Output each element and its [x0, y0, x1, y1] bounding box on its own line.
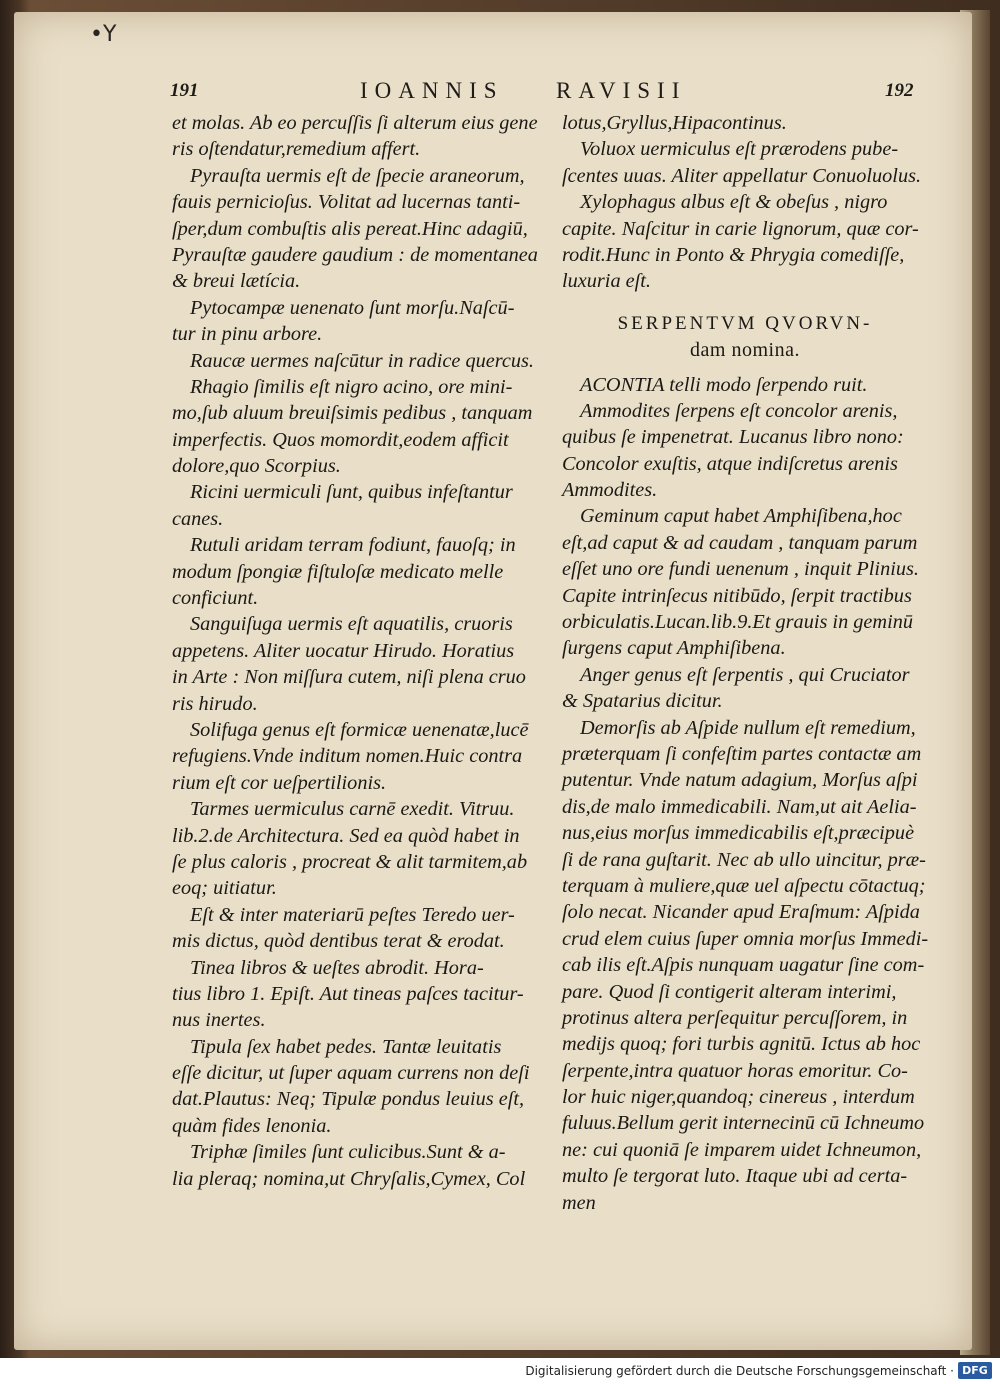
text-line: medijs quoq; fori turbis agnitū. Ictus ab hoc	[562, 1033, 921, 1056]
text-line: Tarmes uermiculus carnē exedit. Vitruu.	[190, 798, 515, 821]
text-line: putentur. Vnde natum adagium, Morſus aſpi	[562, 769, 918, 792]
text-line: mo,ſub aluum breuiſsimis pedibus , tanquam	[172, 402, 533, 425]
text-line: tius libro 1. Epiſt. Aut tineas paſces tacitur-	[172, 982, 524, 1005]
text-line: dis,de malo immedicabili. Nam,ut ait Aelia-	[562, 795, 917, 818]
text-line: multo ſe tergorat luto. Itaque ubi ad certa-	[562, 1165, 908, 1188]
text-line: canes.	[172, 507, 224, 530]
text-line: eoq; uitiatur.	[172, 877, 277, 900]
right-top-text	[562, 110, 928, 295]
text-line: dat.Plautus: Neq; Tipulæ pondus leuius eſt,	[172, 1088, 525, 1111]
text-line: Tinea libros & ueſtes abrodit. Hora-	[190, 956, 484, 979]
text-line: appetens. Aliter uocatur Hirudo. Horatius	[172, 639, 515, 662]
text-line: et molas. Ab eo percuſſis ſi alterum eius gene	[172, 112, 538, 134]
text-line: imperfectis. Quos momordit,eodem afficit	[172, 428, 509, 451]
text-line: nus inertes.	[172, 1009, 266, 1032]
text-line: Ricini uermiculi ſunt, quibus infeſtantur	[190, 481, 513, 504]
digitization-footer	[0, 1358, 1000, 1384]
text-line: crud elem cuius ſuper omnia morſus Immedi-	[562, 927, 929, 950]
text-line: lotus,Gryllus,Hipacontinus.	[562, 112, 787, 134]
text-line: men	[562, 1191, 596, 1214]
text-line: Rhagio ſimilis eſt nigro acino, ore mini-	[190, 375, 513, 398]
right-page-number: 192	[885, 80, 914, 101]
text-line: eſt,ad caput & ad caudam , tanquam parum	[562, 531, 918, 554]
dfg-logo: DFG	[958, 1362, 992, 1379]
text-line: ris hirudo.	[172, 692, 258, 715]
text-line: Solifuga genus eſt formicæ uenenatæ,lucē	[190, 718, 529, 741]
text-line: eſſe dicitur, ut ſuper aquam currens non deſi	[172, 1062, 530, 1085]
left-text-column	[172, 110, 546, 1192]
text-line: Pyrauſta uermis eſt de ſpecie araneorum,	[190, 164, 525, 187]
text-line: Rutuli aridam terram fodiunt, fauoſq; in	[190, 534, 516, 557]
text-line: Pytocampæ uenenato ſunt morſu.Naſcū-	[190, 296, 515, 319]
text-line: ris oſtendatur,remedium affert.	[172, 138, 421, 161]
running-head-right: RAVISII	[556, 78, 687, 103]
text-line: Capite intrinſecus nitibūdo, ſerpit tractibus	[562, 584, 912, 607]
text-line: Ammodites ſerpens eſt concolor arenis,	[580, 399, 898, 422]
text-line: ſe plus caloris , procreat & alit tarmitem,ab	[172, 850, 528, 873]
text-line: Voluox uermiculus eſt prærodens pube-	[580, 138, 899, 161]
text-line: in Arte : Non miſſura cutem, niſi plena cruo	[172, 666, 526, 689]
text-line: ſurgens caput Amphiſibena.	[562, 637, 786, 660]
text-line: fuluus.Bellum gerit internecinū cū Ichneumo	[562, 1112, 925, 1135]
text-line: refugiens.Vnde inditum nomen.Huic contra	[172, 745, 523, 768]
text-line: Triphæ ſimiles ſunt culicibus.Sunt & a-	[190, 1141, 506, 1164]
right-text-column	[562, 110, 928, 1216]
text-line: ſerpente,intra quatuor horas emoritur. Co-	[562, 1059, 908, 1082]
text-line: nus,eius morſus immedicabilis eſt,præcipuè	[562, 822, 915, 845]
text-line: Pyrauſtæ gaudere gaudium : de momentanea	[172, 243, 538, 266]
section-heading: SERPENTVM QVORVN-	[617, 312, 873, 334]
text-line: & breui lætícia.	[172, 270, 301, 293]
text-line: Raucæ uermes naſcūtur in radice quercus.	[190, 349, 534, 372]
text-line: pare. Quod ſi contigerit alteram interimi,	[562, 980, 897, 1003]
text-line: ſper,dum combuſtis alis pereat.Hinc adagiū,	[172, 217, 528, 240]
text-line: ACONTIA telli modo ſerpendo ruit.	[580, 373, 868, 396]
text-line: capite. Naſcitur in carie lignorum, quæ cor-	[562, 217, 919, 240]
text-line: Xylophagus albus eſt & obeſus , nigro	[580, 191, 888, 214]
running-head-left: IOANNIS	[360, 78, 504, 103]
text-line: Sanguiſuga uermis eſt aquatilis, cruoris	[190, 613, 513, 636]
text-line: & Spatarius dicitur.	[562, 690, 723, 713]
footer-credit: Digitalisierung gefördert durch die Deutsche Forschungsgemeinschaft ·	[525, 1364, 954, 1378]
text-line: eſſet uno ore fundi uenenum , inquit Plinius.	[562, 558, 919, 581]
text-line: Eſt & inter materiarū peſtes Teredo uer-	[190, 903, 515, 926]
text-line: luxuria eſt.	[562, 270, 651, 293]
right-bottom-text	[562, 372, 928, 1217]
text-line: rium eſt cor ueſpertilionis.	[172, 771, 387, 794]
text-line: conficiunt.	[172, 587, 259, 610]
text-line: Anger genus eſt ſerpentis , qui Cruciator	[580, 663, 910, 686]
text-line: præterquam ſi confeſtim partes contactæ am	[562, 742, 922, 765]
text-line: ſolo necat. Nicander apud Eraſmum: Aſpida	[562, 901, 920, 924]
text-line: mis dictus, quòd dentibus terat & erodat.	[172, 930, 505, 953]
section-heading-sub: dam nomina.	[690, 339, 800, 362]
text-line: lor huic niger,quandoq; cinereus , interdum	[562, 1086, 915, 1109]
text-line: Tipula ſex habet pedes. Tantæ leuitatis	[190, 1035, 502, 1058]
text-line: Concolor exuſtis, atque indiſcretus arenis	[562, 452, 898, 475]
text-line: orbiculatis.Lucan.lib.9.Et grauis in geminū	[562, 611, 913, 634]
text-line: ne: cui quoniā ſe imparem uidet Ichneumon,	[562, 1138, 922, 1161]
text-line: dolore,quo Scorpius.	[172, 455, 341, 478]
text-line: tur in pinu arbore.	[172, 323, 323, 346]
text-line: ſi de rana guſtarit. Nec ab ullo uincitur, præ-	[562, 848, 926, 871]
text-line: fauis pernicioſus. Volitat ad lucernas tanti-	[172, 191, 521, 214]
text-line: ſcentes uuas. Aliter appellatur Conuoluolus.	[562, 164, 922, 187]
text-line: modum ſpongiæ fiſtuloſæ medicato melle	[172, 560, 504, 583]
text-line: Demorſis ab Aſpide nullum eſt remedium,	[580, 716, 916, 739]
text-line: lib.2.de Architectura. Sed ea quòd habet in	[172, 824, 520, 847]
text-line: lia pleraq; nomina,ut Chryſalis,Cymex, Col	[172, 1167, 526, 1190]
text-line: terquam à muliere,quæ uel aſpectu cōtactuq;	[562, 874, 926, 897]
text-line: protinus altera perſequitur percuſſorem, in	[562, 1006, 908, 1029]
text-line: Geminum caput habet Amphiſibena,hoc	[580, 505, 902, 528]
corner-mark: •Y	[90, 22, 117, 47]
text-line: Ammodites.	[562, 479, 658, 502]
text-line: cab ilis eſt.Aſpis nunquam uagatur ſine com-	[562, 954, 925, 977]
text-line: quàm fides lenonia.	[172, 1114, 332, 1137]
text-line: rodit.Hunc in Ponto & Phrygia comediſſe,	[562, 243, 905, 266]
text-line: quibus ſe impenetrat. Lucanus libro nono:	[562, 426, 904, 449]
left-page-number: 191	[170, 80, 199, 101]
